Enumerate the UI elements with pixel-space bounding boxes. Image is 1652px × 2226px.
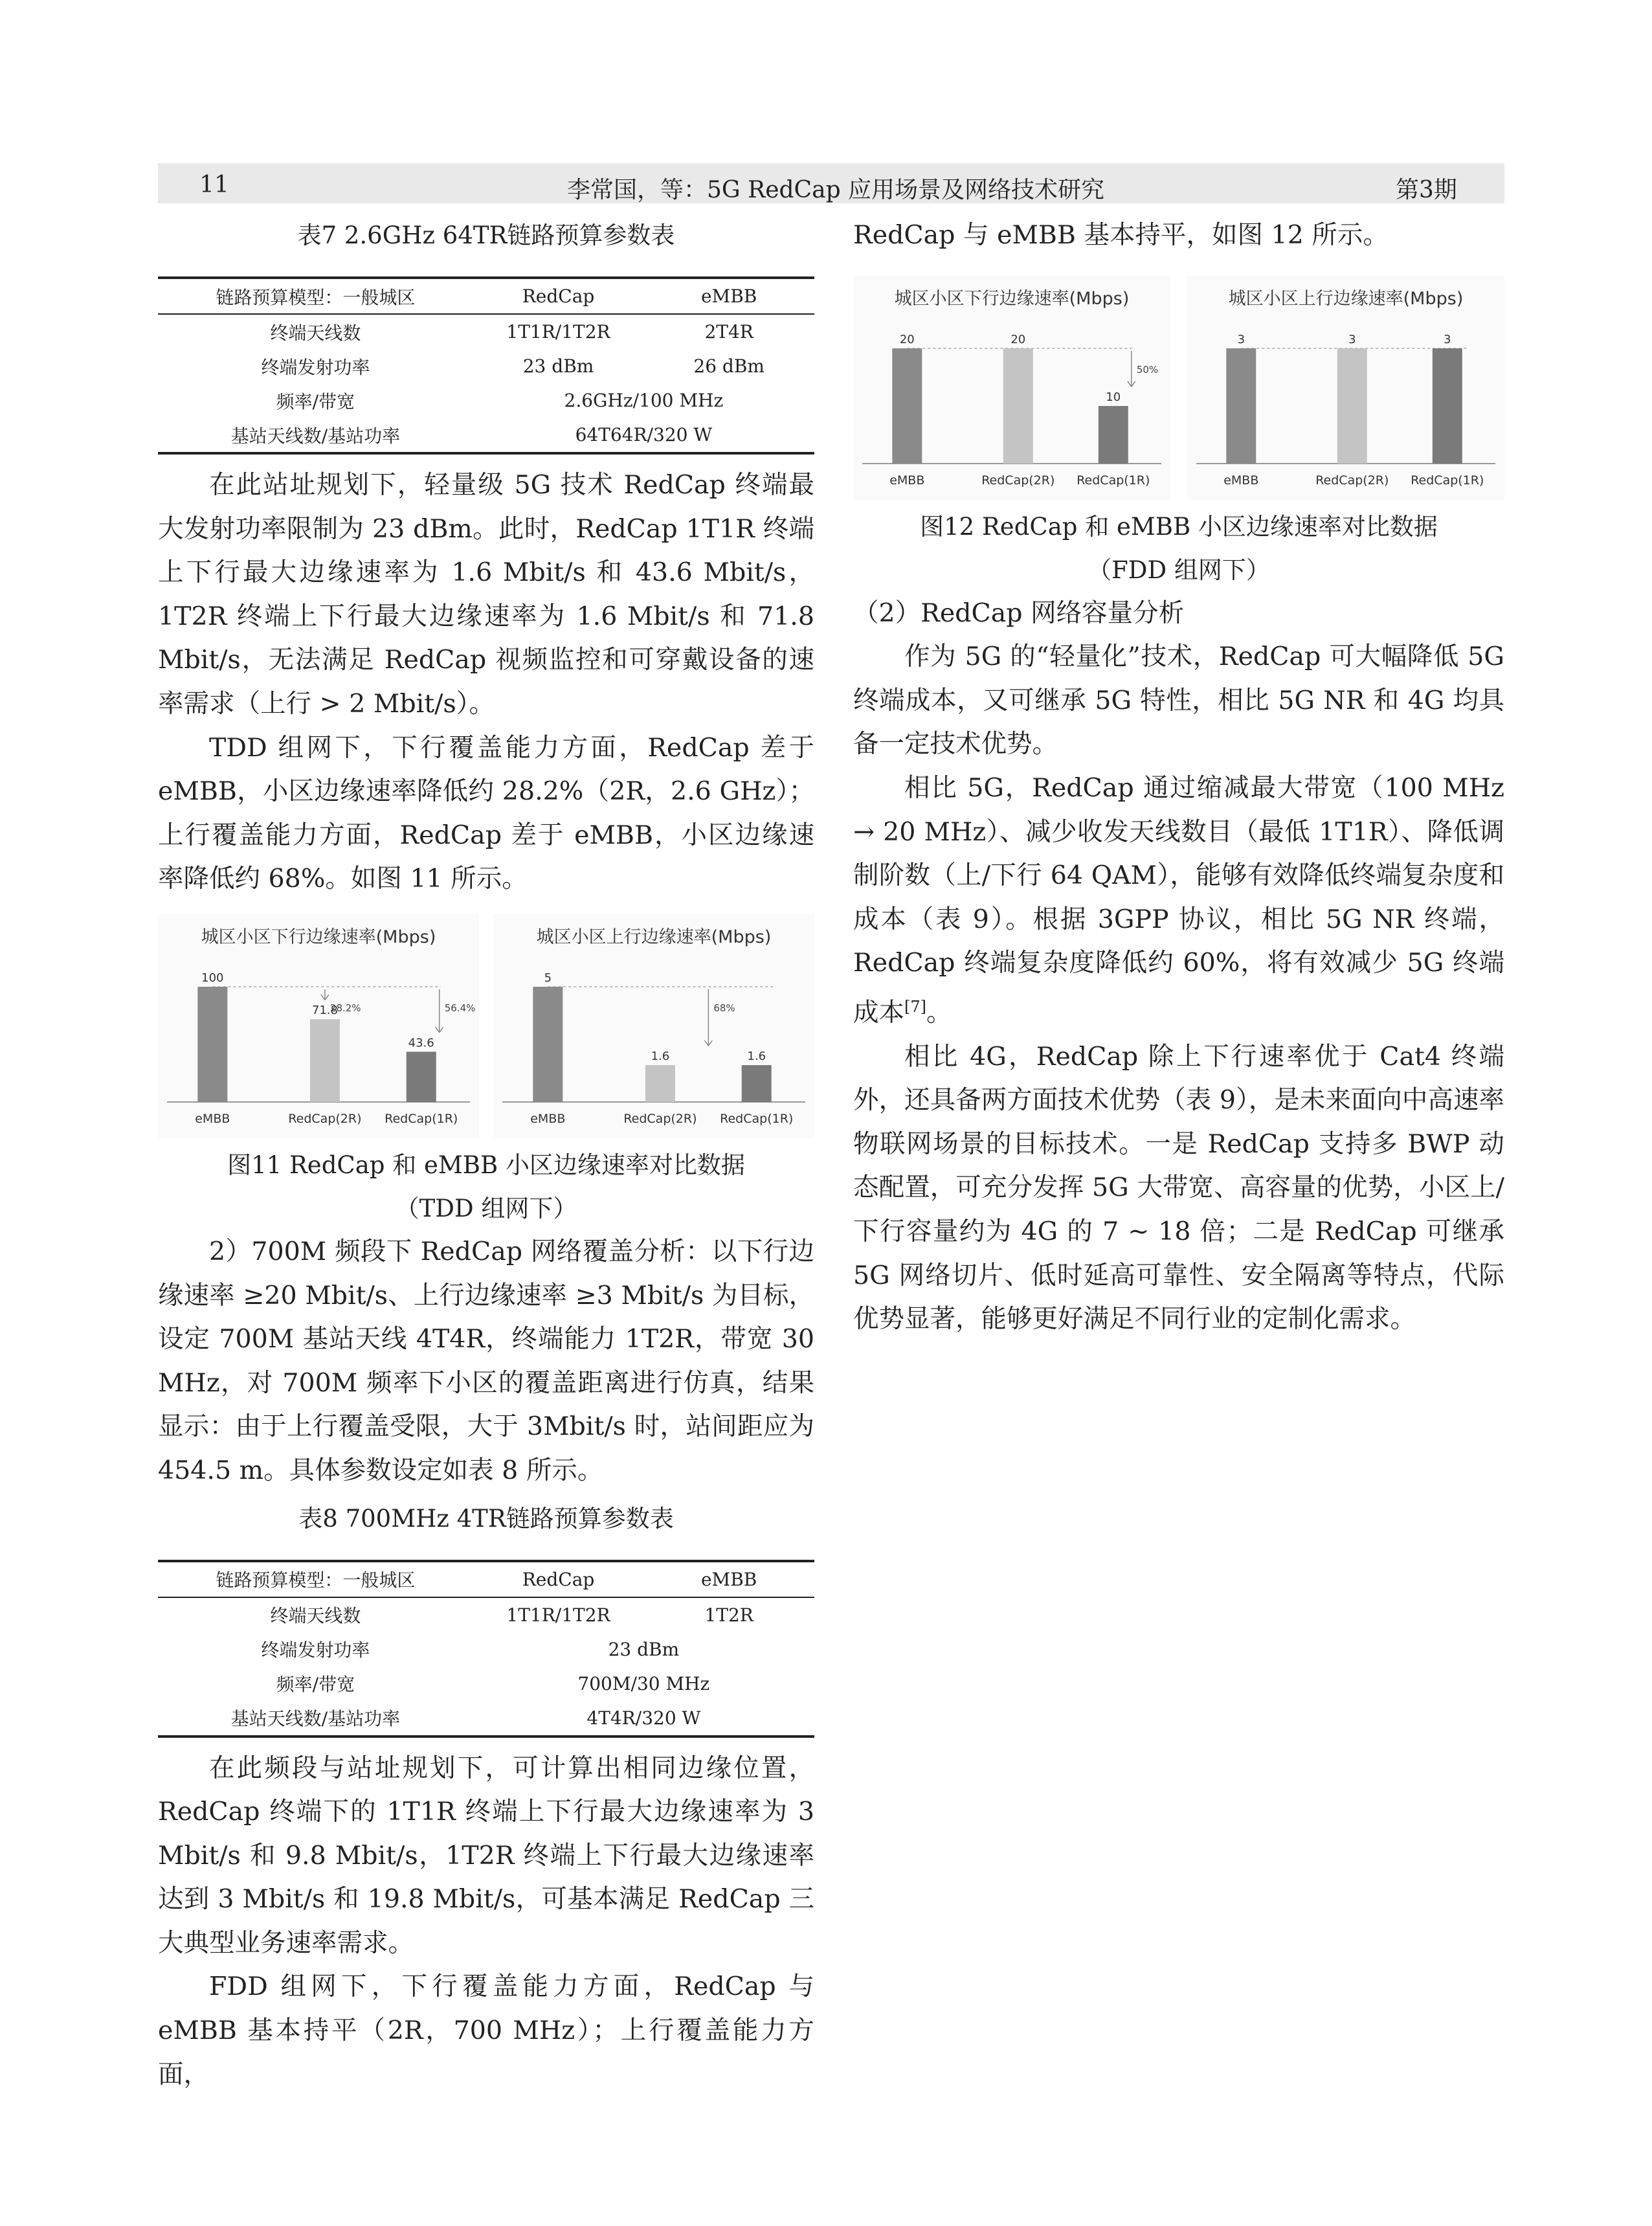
table-row (158, 418, 814, 453)
data-label: 10 (1106, 390, 1121, 404)
paragraph: 2）700M 频段下 RedCap 网络覆盖分析：以下行边缘速率 ≥20 Mbit/s、上行边缘速率 ≥3 Mbit/s 为目标，设定 700M 基站天线 4T4R，终端能力 1T2R，带宽 30 MHz，对 700M 频率下小区的覆盖距离进行仿真，结果显示：由于上行覆盖受限，大于 3Mbit/s 时，站间距应为 454.5 m。具体参数设定如表 8 所示。 (158, 1236, 814, 1485)
figure-12 (853, 276, 1504, 500)
bar (407, 1051, 436, 1102)
table-header-cell: 链路预算模型：一般城区 (158, 278, 473, 314)
table-row (158, 383, 814, 418)
table-cell: 基站天线数/基站功率 (158, 1701, 473, 1737)
table8 (158, 1560, 814, 1738)
bar-chart (493, 914, 814, 1138)
figure-11-caption: 图11 RedCap 和 eMBB 小区边缘速率对比数据 (227, 1151, 745, 1179)
table-cell: 基站天线数/基站功率 (158, 418, 473, 453)
annotation-label: 56.4% (444, 1002, 476, 1014)
table-cell: 频率/带宽 (276, 1674, 355, 1695)
table-cell: 终端发射功率 (261, 356, 370, 378)
annotation-label: 68% (713, 1002, 735, 1014)
table-header-cell: 链路预算模型：一般城区 (158, 1561, 473, 1597)
running-title: 李常国，等：5G RedCap 应用场景及网络技术研究 (567, 177, 1105, 203)
paragraph (853, 767, 1504, 1035)
table7 (158, 276, 814, 455)
section-heading: （2）RedCap 网络容量分析 (853, 598, 1185, 628)
data-label: 1.6 (651, 1049, 670, 1063)
category-label: RedCap(1R) (720, 1111, 794, 1126)
table-cell: 700M/30 MHz (577, 1672, 710, 1694)
table-cell: 2.6GHz/100 MHz (564, 390, 724, 411)
table-row (158, 1701, 814, 1737)
bar (1226, 348, 1256, 464)
data-label: 20 (899, 332, 915, 346)
table-header-cell: eMBB (643, 278, 814, 314)
data-label: 71.8 (311, 1004, 338, 1018)
table-row (158, 1667, 814, 1701)
category-label: RedCap(2R) (288, 1111, 362, 1126)
table-cell: 23 dBm (608, 1638, 680, 1660)
table-header-cell: RedCap (473, 1561, 644, 1597)
table-row (158, 349, 814, 383)
data-label: 1.6 (747, 1049, 766, 1063)
right-column (853, 214, 1504, 1342)
bar (197, 987, 227, 1102)
chart-title: 城区小区下行边缘速率(Mbps) (894, 288, 1130, 309)
table-row (158, 314, 814, 349)
bar (310, 1019, 340, 1102)
bar (645, 1065, 675, 1102)
table-cell: 23 dBm (522, 355, 594, 377)
chart-fdd-downlink (853, 276, 1170, 500)
category-label: eMBB (195, 1111, 230, 1126)
paragraph: 在此频段与站址规划下，可计算出相同边缘位置，RedCap 终端下的 1T1R 终端上下行最大边缘速率为 3 Mbit/s 和 9.8 Mbit/s，1T2R 终端上下行最大边缘速率达到 3 Mbit/s 和 19.8 Mbit/s，可基本满足 RedCap 三大典型业务速率需求。 (158, 1753, 814, 1958)
category-label: eMBB (889, 473, 925, 488)
table-cell: 1T1R/1T2R (506, 321, 610, 343)
category-label: RedCap(2R) (623, 1111, 697, 1126)
table-cell: 终端天线数 (270, 322, 361, 344)
figure-11-subcaption: （TDD 组网下） (395, 1194, 577, 1222)
data-label: 3 (1348, 332, 1356, 346)
bar-chart (1187, 276, 1504, 500)
annotation-label: 50% (1136, 363, 1159, 376)
table-cell: 终端天线数 (270, 1605, 361, 1626)
bar (1099, 406, 1128, 464)
data-label: 3 (1237, 332, 1245, 346)
paragraph-text: 相比 5G，RedCap 通过缩减最大带宽（100 MHz → 20 MHz）、减少收发天线数目（最低 1T1R）、降低调制阶数（上/下行 64 QAM），能够有效降低终端复杂度和成本（表 9）。根据 3GPP 协议，相比 5G NR 终端，RedCap 终端复杂度降低约 60%，将有效减少 5G 终端成本 (853, 772, 1504, 1028)
page-number: 11 (199, 172, 229, 198)
running-header (158, 163, 1504, 203)
paragraph: 在此站址规划下，轻量级 5G 技术 RedCap 终端最大发射功率限制为 23 dBm。此时，RedCap 1T1R 终端上下行最大边缘速率为 1.6 Mbit/s 和 43.6 Mbit/s，1T2R 终端上下行最大边缘速率为 1.6 Mbit/s 和 71.8 Mbit/s，无法满足 RedCap 视频监控和可穿戴设备的速率需求（上行 > 2 Mbit/s）。 (158, 470, 814, 719)
data-label: 20 (1010, 332, 1026, 346)
table-cell: 26 dBm (693, 355, 765, 377)
data-label: 5 (544, 971, 552, 985)
table-cell: 4T4R/320 W (473, 1701, 814, 1737)
table-header-row (158, 1561, 814, 1597)
paragraph: 作为 5G 的“轻量化”技术，RedCap 可大幅降低 5G 终端成本，又可继承 5G 特性，相比 5G NR 和 4G 均具备一定技术优势。 (853, 642, 1504, 759)
annotation-label: 28.2% (329, 1002, 361, 1014)
data-label: 43.6 (408, 1036, 434, 1050)
table-row (158, 1597, 814, 1632)
table-header-cell: eMBB (643, 1561, 814, 1597)
issue-number: 第3期 (1396, 177, 1457, 203)
data-label: 3 (1444, 332, 1451, 346)
bar (1433, 348, 1462, 464)
chart-tdd-uplink (493, 914, 814, 1138)
left-column (158, 214, 814, 2097)
chart-title: 城区小区下行边缘速率(Mbps) (201, 927, 436, 947)
figure-12-caption: 图12 RedCap 和 eMBB 小区边缘速率对比数据 (920, 512, 1438, 541)
chart-fdd-uplink (1187, 276, 1504, 500)
category-label: RedCap(1R) (385, 1111, 458, 1126)
paragraph: 相比 4G，RedCap 除上下行速率优于 Cat4 终端外，还具备两方面技术优势（表 9），是未来面向中高速率物联网场景的目标技术。一是 RedCap 支持多 BWP 动态配置，可充分发挥 5G 大带宽、高容量的优势，小区上/下行容量约为 4G 的 7 ~ 18 倍；二是 RedCap 可继承 5G 网络切片、低时延高可靠性、安全隔离等特点，代际优势显著，能够更好满足不同行业的定制化需求。 (853, 1041, 1504, 1334)
chart-tdd-downlink (158, 914, 479, 1138)
bar (742, 1065, 772, 1102)
category-label: eMBB (1223, 473, 1259, 488)
bar-chart (853, 276, 1170, 500)
category-label: RedCap(1R) (1077, 473, 1150, 488)
chart-title: 城区小区上行边缘速率(Mbps) (536, 927, 772, 947)
citation: [7] (904, 997, 926, 1016)
bar (1003, 348, 1033, 464)
table-cell: 频率/带宽 (276, 390, 355, 412)
figure-11 (158, 914, 814, 1138)
table8-caption: 表8 700MHz 4TR链路预算参数表 (298, 1504, 674, 1533)
paragraph: FDD 组网下，下行覆盖能力方面，RedCap 与 eMBB 基本持平（2R，700 MHz）；上行覆盖能力方面， (158, 1972, 814, 2089)
category-label: RedCap(2R) (1315, 473, 1389, 488)
paragraph: RedCap 与 eMBB 基本持平，如图 12 所示。 (853, 220, 1389, 250)
table-header-row (158, 278, 814, 314)
paragraph-end: 。 (926, 998, 952, 1028)
paragraph: TDD 组网下，下行覆盖能力方面，RedCap 差于 eMBB，小区边缘速率降低约 28.2%（2R，2.6 GHz）；上行覆盖能力方面，RedCap 差于 eMBB，小区边缘速率降低约 68%。如图 11 所示。 (158, 732, 814, 894)
table-cell: 1T2R (704, 1604, 753, 1626)
category-label: eMBB (530, 1111, 566, 1126)
bar-chart (158, 914, 479, 1138)
bar (1337, 348, 1367, 464)
table-cell: 2T4R (704, 321, 753, 343)
bar (533, 987, 563, 1102)
table-cell: 终端发射功率 (261, 1639, 370, 1661)
table-header-cell: RedCap (473, 278, 644, 314)
table7-caption: 表7 2.6GHz 64TR链路预算参数表 (297, 221, 675, 249)
category-label: RedCap(1R) (1411, 473, 1484, 488)
table-cell: 64T64R/320 W (473, 418, 814, 453)
data-label: 100 (201, 971, 224, 985)
chart-title: 城区小区上行边缘速率(Mbps) (1228, 288, 1464, 309)
figure-12-subcaption: （FDD 组网下） (1088, 556, 1270, 584)
category-label: RedCap(2R) (981, 473, 1055, 488)
bar (892, 348, 922, 464)
table-cell: 1T1R/1T2R (506, 1604, 610, 1626)
table-row (158, 1632, 814, 1667)
